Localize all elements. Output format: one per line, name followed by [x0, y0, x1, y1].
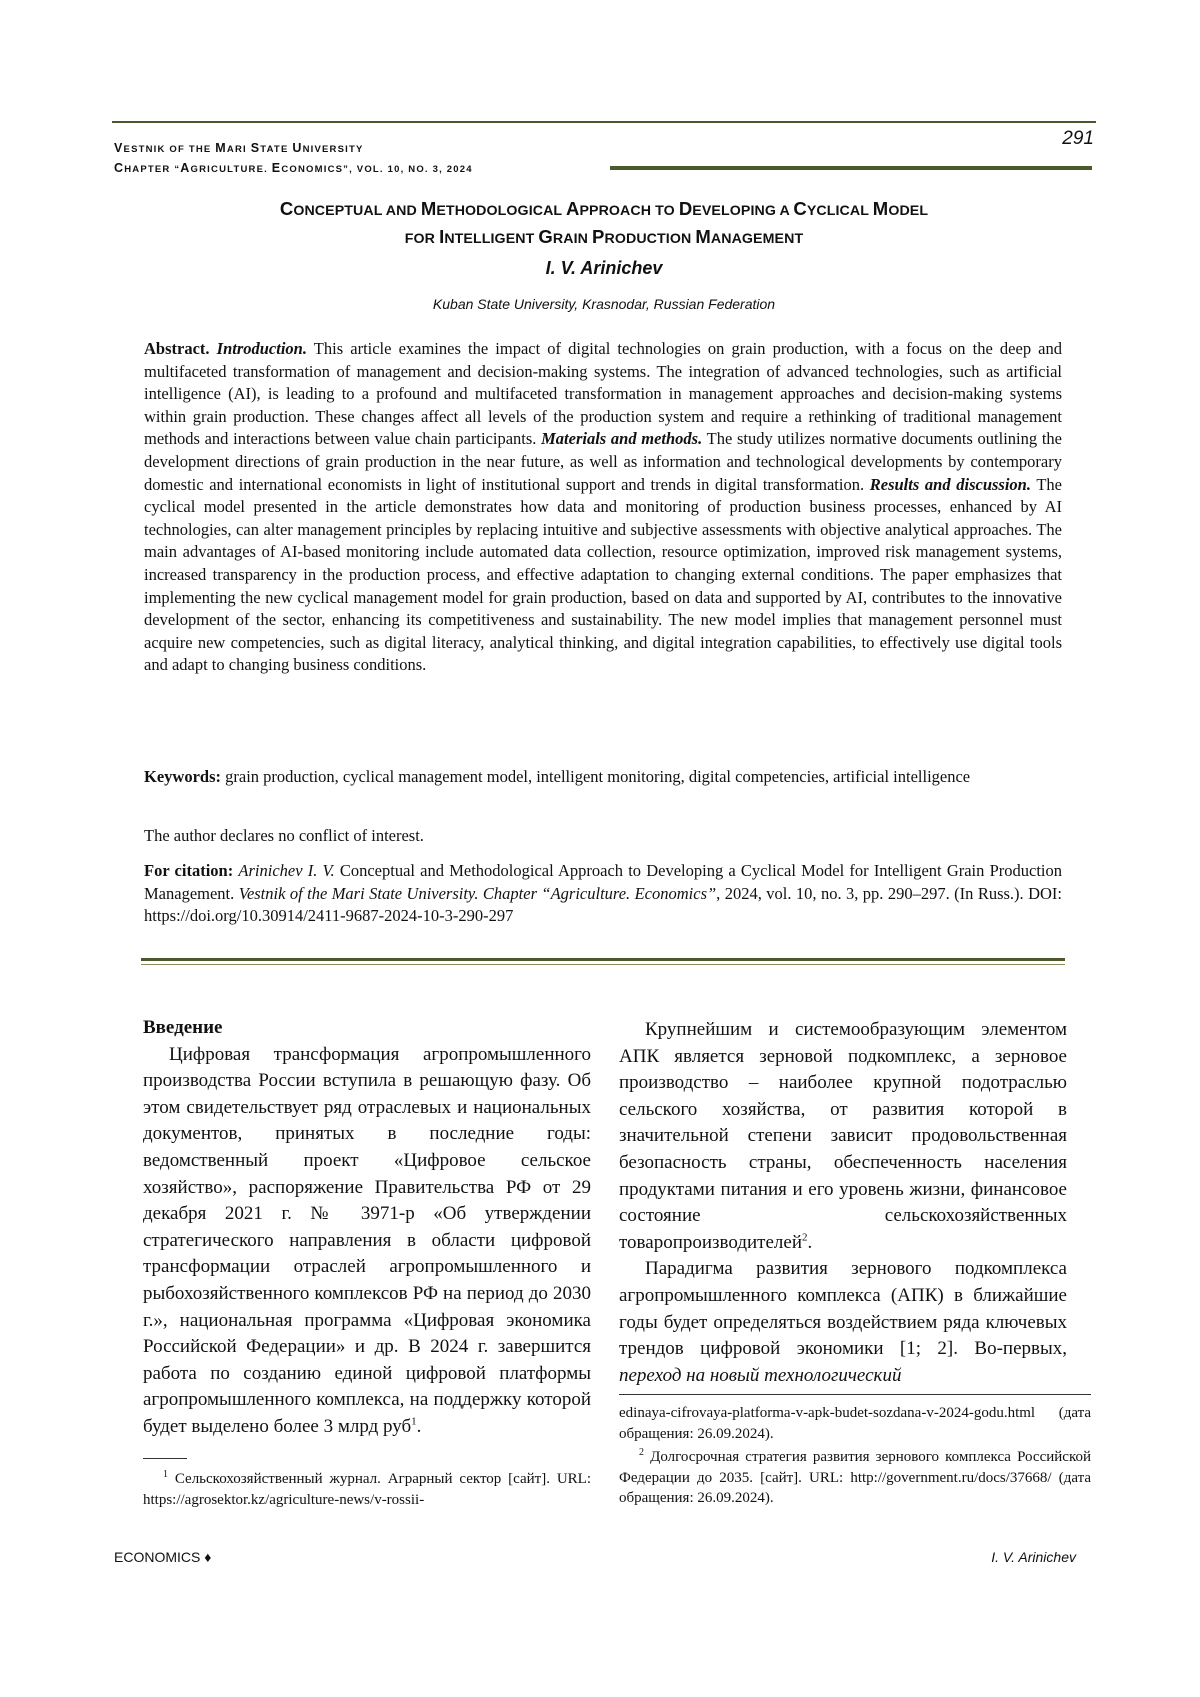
abstract [144, 338, 1062, 677]
abstract-results-text: The cyclical model presented in the article demonstrates how data and monitoring of production business processes, enhanced by AI technologies, can alter management principles by replacing intuitive and subjective assessments with objective analytical approaches. The main advantages of AI-based monitoring include automated data collection, resource optimization, improved risk management systems, increased transparency in the production process, and effective adaptation to changing external conditions. The paper emphasizes that implementing the new cyclical management model for grain production, based on data and supported by AI, contributes to the innovative development of the sector, enhancing its competitiveness and sustainability. The new model implies that management personnel must acquire new competencies, such as digital literacy, analytical thinking, and digital integration capabilities, to effectively use digital tools and adapt to changing business conditions. [144, 474, 1062, 675]
page-number: 291 [1062, 128, 1094, 149]
paragraph: Цифровая трансформация агропромышленного производства России вступила в решающую фазу. Об этом свидетельствует ряд отраслевых и национальных документов, принятых в последние годы: ведомственный проект «Цифровое сельское хозяйство», распоряжение Правительства РФ от 29 декабря 2021 г. № 3971-р «Об утверждении стратегического направления в области цифровой трансформации отраслей агропромышленного и рыбохозяйственного комплексов РФ на период до 2030 г.», национальная программа «Цифровая экономика Российской Федерации» и др. В 2024 г. завершится работа по созданию единой цифровой платформы агропромышленного комплекса, на поддержку которой будет выделено более 3 млрд руб$^1$. [143, 1043, 591, 1437]
keywords-label: Keywords: [144, 767, 221, 786]
abstract-label: Abstract. [144, 339, 210, 358]
footnote-2: $^2$ Долгосрочная стратегия развития зернового комплекса Российской Федерации до 2035. [сайт]. URL: http://government.ru/docs/37668/ (дата обращения: 26.09.2024). [619, 1447, 1091, 1506]
footnote-rule [143, 1458, 187, 1459]
header-rule [112, 121, 1096, 123]
abstract-introduction-text: This article examines the impact of digital technologies on grain production, with a focus on the deep and multifaceted transformation of management and decision-making systems. The integration of advanced technologies, such as artificial intelligence (AI), is leading to a profound and multifaceted transformation in management approaches and decision-making systems within grain production. These changes affect all levels of the production system and require a rethinking of traditional management methods and interactions between value chain participants. [144, 339, 1063, 449]
section-divider-thin [141, 964, 1065, 965]
footnote-1: $^1$ Сельскохозяйственный журнал. Аграрный сектор [сайт]. URL: https://agrosektor.kz/agriculture-news/v-rossii- [143, 1469, 591, 1508]
citation-author: Arinichev I. V. [238, 861, 335, 880]
citation [144, 860, 1062, 928]
paragraph: Крупнейшим и системообразующим элементом АПК является зерновой подкомплекс, а зерновое производство – наиболее крупной подотраслью сельского хозяйства, от развития которой в значительной степени зависит продовольственная безопасность страны, обеспеченность населения продуктами питания и его уровень жизни, финансовое состояние сельскохозяйственных товаропроизводителей$^2$. [619, 1019, 1067, 1253]
citation-label: For citation: [144, 861, 234, 880]
author-affiliation: Kuban State University, Krasnodar, Russian Federation [432, 296, 776, 312]
article-title-line1: CONCEPTUAL AND METHODOLOGICAL APPROACH TO DEVELOPING A CYCLICAL MODEL [279, 198, 929, 219]
citation-title: Conceptual and Methodological Approach to Developing a Cyclical Model for Intelligent Grain Production Management. [144, 861, 1062, 903]
abstract-methods-label: Materials and methods. [541, 429, 703, 449]
journal-name-line2: CHAPTER “AGRICULTURE. ECONOMICS”, VOL. 10, NO. 3, 2024 [114, 161, 473, 175]
abstract-methods-text: The study utilizes normative documents outlining the development directions of grain production in the near future, as well as information and technological developments by contemporary domestic and international economists in light of institutional support and trends in digital transformation. [144, 429, 1062, 494]
conflict-statement: The author declares no conflict of interest. [144, 826, 424, 845]
citation-journal: Vestnik of the Mari State University. Chapter “Agriculture. Economics” [238, 883, 717, 903]
footer-author: I. V. Arinichev [991, 1549, 1076, 1565]
section-heading: Введение [143, 1017, 223, 1038]
author-name: I. V. Arinichev [545, 258, 663, 278]
keywords [144, 766, 1062, 789]
article-title-line2: FOR INTELLIGENT GRAIN PRODUCTION MANAGEMENT [404, 226, 804, 247]
article-title [120, 196, 1088, 252]
body-column-left [143, 1015, 591, 1441]
abstract-results-label: Results and discussion. [869, 474, 1031, 494]
footer-section: ECONOMICS ♦ [114, 1549, 212, 1565]
citation-details: , 2024, vol. 10, no. 3, pp. 290–297. (In Russ.). DOI: https://doi.org/10.30914/2411-9687-2024-10-3-290-297 [144, 883, 1062, 926]
keywords-text: grain production, cyclical management model, intelligent monitoring, digital competencies, artificial intelligence [221, 767, 971, 786]
abstract-introduction-label: Introduction. [216, 339, 307, 358]
footnote-1-continued: edinaya-cifrovaya-platforma-v-apk-budet-sozdana-v-2024-godu.html (дата обращения: 26.09.2024). [619, 1405, 1091, 1442]
header-bar [610, 166, 1092, 170]
body-column-right [619, 1017, 1067, 1389]
journal-name-line1: VESTNIK OF THE MARI STATE UNIVERSITY [114, 141, 364, 155]
paragraph: Парадигма развития зернового подкомплекса агропромышленного комплекса (АПК) в ближайшие годы будет определяться воздействием ряда ключевых трендов цифровой экономики [1; 2]. Во-первых, переход на новый технологический [619, 1258, 1067, 1386]
footnote-ref[interactable]: 1 [411, 1415, 417, 1428]
footnote-ref[interactable]: 2 [802, 1231, 808, 1244]
journal-name [114, 139, 473, 179]
section-divider [141, 958, 1065, 961]
footnote-rule [619, 1394, 1091, 1395]
